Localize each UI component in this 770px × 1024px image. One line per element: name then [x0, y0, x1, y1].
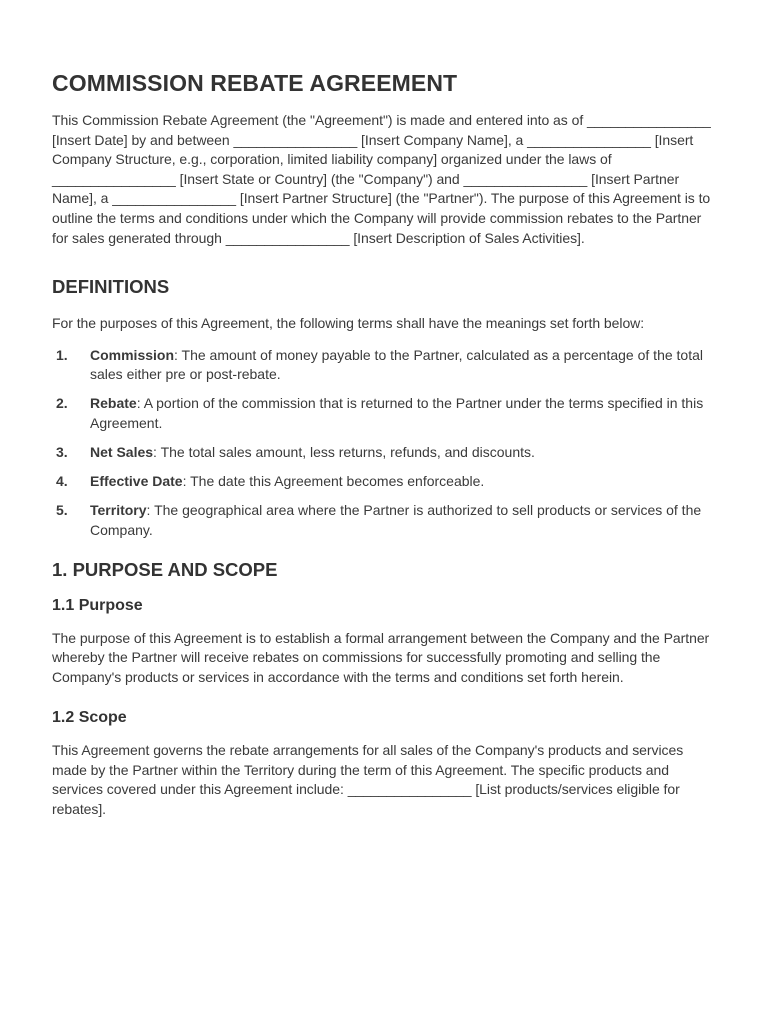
definition-term: Net Sales [90, 444, 154, 461]
definition-text: : A portion of the commission that is returned to the Partner under the terms specified in this Agreement. [90, 395, 704, 432]
purpose-heading: 1.1 Purpose [52, 596, 143, 614]
definition-number: 2. [56, 395, 68, 412]
definition-content [90, 443, 714, 463]
definitions-lead: For the purposes of this Agreement, the following terms shall have the meanings set forth below: [52, 315, 645, 332]
definition-content [90, 472, 714, 492]
document-title: COMMISSION REBATE AGREEMENT [52, 70, 458, 96]
definition-item [52, 472, 714, 492]
definition-content [90, 394, 714, 433]
definition-text: : The total sales amount, less returns, refunds, and discounts. [153, 444, 535, 461]
definition-item [52, 394, 714, 433]
intro-paragraph: This Commission Rebate Agreement (the "Agreement") is made and entered into as of ________________ [Insert Date] by and between ________________ [Insert Company Name], a ________________ [Insert Company Structure, e.g., corporation, limited liability company] organized under the laws of ________________ [Insert State or Country] (the "Company") and ________________ [Insert Partner Name], a ________________ [Insert Partner Structure] (the "Partner"). The purpose of this Agreement is to outline the terms and conditions under which the Company will provide commission rebates to the Partner for sales generated through ________________ [Insert Description of Sales Activities]. [52, 112, 711, 246]
definition-content [90, 501, 714, 540]
definition-item [52, 443, 714, 463]
definition-number: 3. [56, 444, 68, 461]
purpose-scope-heading: 1. PURPOSE AND SCOPE [52, 558, 278, 580]
definition-term: Effective Date [90, 473, 183, 490]
definitions-heading: DEFINITIONS [52, 276, 170, 298]
definition-text: : The amount of money payable to the Partner, calculated as a percentage of the total sales either pre or post-rebate. [90, 346, 703, 383]
definition-term: Territory [90, 502, 147, 519]
definition-content [90, 346, 714, 385]
definition-text: : The geographical area where the Partner is authorized to sell products or services of the Company. [90, 502, 702, 538]
definition-item [52, 501, 714, 540]
definition-number: 1. [56, 346, 68, 363]
scope-heading: 1.2 Scope [52, 709, 127, 727]
purpose-paragraph: The purpose of this Agreement is to establish a formal arrangement between the Company and the Partner whereby the Partner will receive rebates on commissions for successfully promoting and selling the Company's products or services in accordance with the terms and conditions set forth herein. [52, 629, 710, 685]
document-page [52, 70, 714, 820]
definition-number: 4. [56, 473, 68, 490]
definition-item [52, 346, 714, 385]
scope-paragraph: This Agreement governs the rebate arrangements for all sales of the Company's products and services made by the Partner within the Territory during the term of this Agreement. The specific products and services covered under this Agreement include: ________________ [List products/services eligible for rebates]. [52, 742, 684, 818]
definition-number: 5. [56, 502, 68, 519]
definition-text: : The date this Agreement becomes enforceable. [182, 473, 485, 490]
definition-term: Rebate [90, 395, 137, 412]
definitions-list [52, 346, 714, 541]
definition-term: Commission [90, 346, 175, 363]
